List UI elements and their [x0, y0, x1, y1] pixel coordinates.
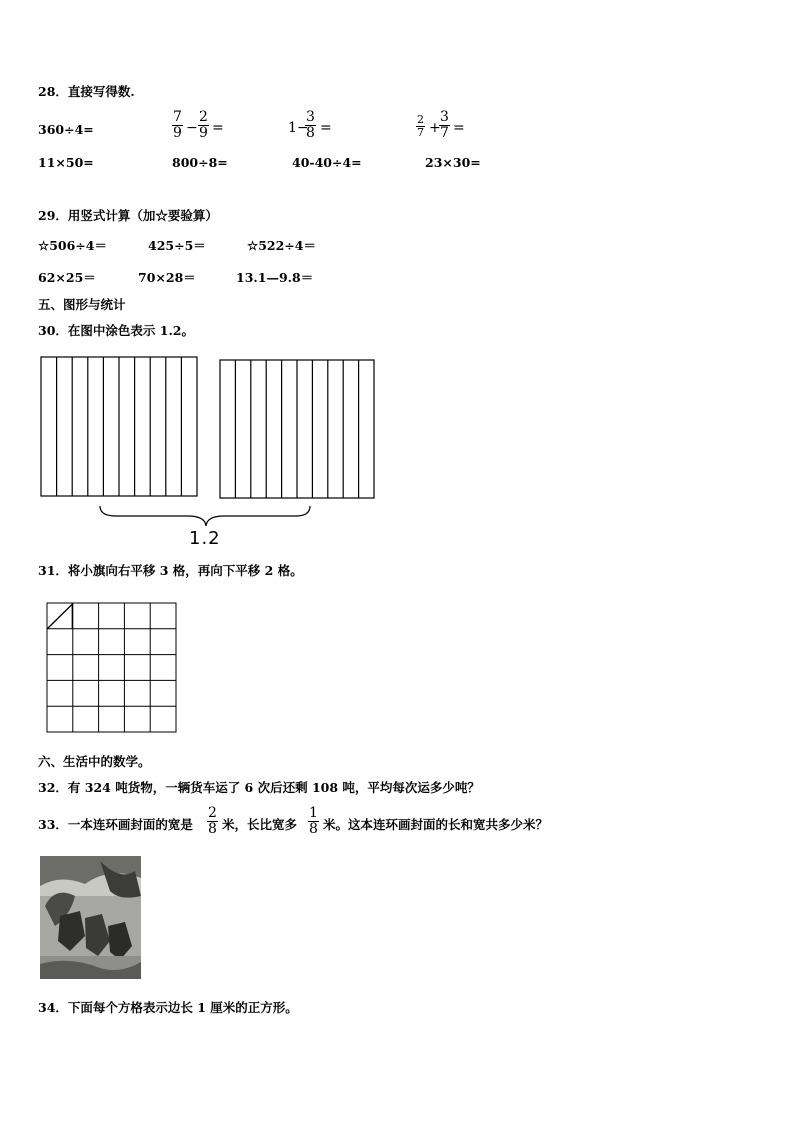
q29-item: ☆506÷4＝ [38, 238, 107, 253]
q28-item-360div4: 360÷4= [38, 122, 94, 137]
q32-title: 32．有 324 吨货物，一辆货车运了 6 次后还剩 108 吨，平均每次运多少吨？ [38, 780, 480, 795]
q28-title: 28．直接写得数. [38, 84, 135, 99]
brace-label: 1.2 [189, 528, 221, 549]
comic-cover-image [40, 856, 141, 979]
section-5-heading: 五、图形与统计 [38, 297, 126, 312]
q29-item: ☆522÷4＝ [247, 238, 316, 253]
small-flag [48, 604, 73, 629]
section-6-heading: 六、生活中的数学。 [38, 754, 151, 769]
q29-item: 62×25＝ [38, 270, 96, 285]
q29-item: 425÷5＝ [148, 238, 206, 253]
q29-item: 70×28＝ [138, 270, 196, 285]
q31-title: 31．将小旗向右平移 3 格，再向下平移 2 格。 [38, 563, 303, 578]
q28-item-11x50: 11×50= [38, 155, 94, 170]
q34-title: 34．下面每个方格表示边长 1 厘米的正方形。 [38, 1000, 298, 1015]
q29-title: 29．用竖式计算（加☆要验算） [38, 208, 218, 223]
q30-title: 30．在图中涂色表示 1.2。 [38, 323, 194, 338]
q28-item-800div8: 800÷8= [172, 155, 228, 170]
q28-item-40minus: 40-40÷4= [292, 155, 362, 170]
q29-item: 13.1—9.8＝ [236, 270, 314, 285]
q28-item-23x30: 23×30= [425, 155, 481, 170]
